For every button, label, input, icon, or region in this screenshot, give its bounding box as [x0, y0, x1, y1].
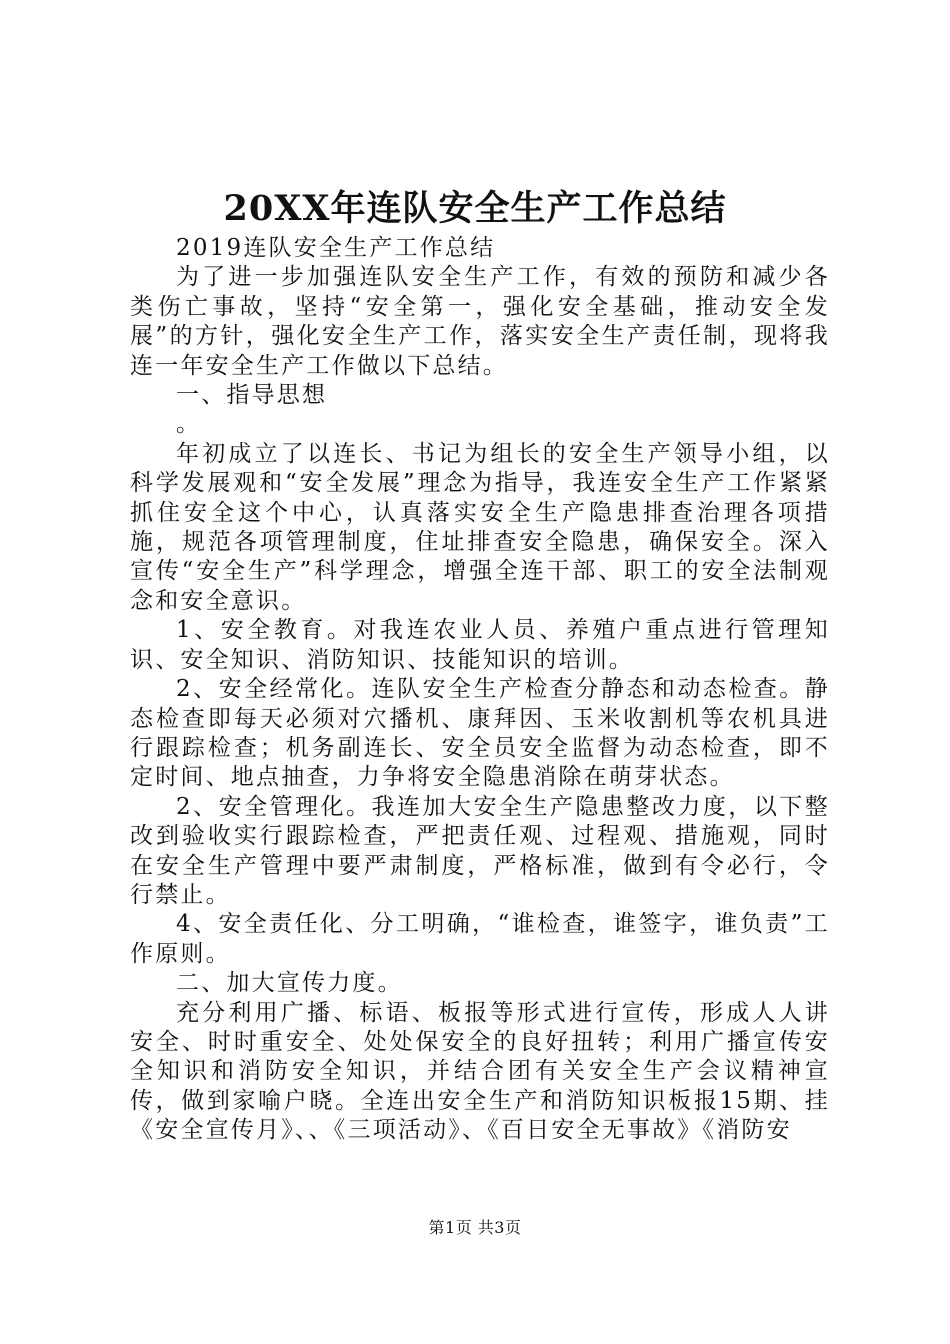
subtitle-paragraph: 2019连队安全生产工作总结 — [176, 235, 496, 261]
safety-routine-paragraph: 2、安全经常化。连队安全生产检查分静态和动态检查。静态检查即每天必须对穴播机、康拜因、玉米收割机等农机具进行跟踪检查；机务副连长、安全员安全监督为动态检查，即不定时间、地点抽查，力争将安全隐患消除在萌芽状态。 — [130, 676, 830, 791]
safety-education-paragraph: 1、安全教育。对我连农业人员、养殖户重点进行管理知识、安全知识、消防知识、技能知识的培训。 — [130, 617, 830, 673]
document-body — [130, 234, 830, 1146]
leadership-group-paragraph: 年初成立了以连长、书记为组长的安全生产领导小组，以科学发展观和“安全发展”理念为指导，我连安全生产工作紧紧抓住安全这个中心，认真落实安全生产隐患排查治理各项措施，规范各项管理制度，住址排查安全隐患，确保安全。深入宣传“安全生产”科学理念，增强全连干部、职工的安全法制观念和安全意识。 — [130, 440, 830, 614]
safety-responsibility-paragraph: 4、安全责任化、分工明确，“谁检查，谁签字，谁负责”工作原则。 — [130, 911, 830, 967]
publicity-paragraph: 充分利用广播、标语、板报等形式进行宣传，形成人人讲安全、时时重安全、处处保安全的良好扭转；利用广播宣传安全知识和消防安全知识，并结合团有关安全生产会议精神宣传，做到家喻户晓。全连出安全生产和消防知识板报15期、挂《安全宣传月》、、《三项活动》、《百日安全无事故》《消防安 — [130, 999, 830, 1144]
safety-management-paragraph: 2、安全管理化。我连加大安全生产隐患整改力度，以下整改到验收实行跟踪检查，严把责任观、过程观、措施观，同时在安全生产管理中要严肃制度，严格标准，做到有令必行，令行禁止。 — [130, 793, 830, 908]
stray-period-paragraph: 。 — [176, 411, 202, 438]
page-number-footer: 第1页 共3页 — [428, 1218, 522, 1237]
intro-paragraph: 为了进一步加强连队安全生产工作，有效的预防和减少各类伤亡事故，坚持“安全第一，强化安全基础，推动安全发展”的方针，强化安全生产工作，落实安全生产责任制，现将我连一年安全生产工作做以下总结。 — [130, 264, 830, 379]
document-title: 20XX年连队安全生产工作总结 — [223, 188, 727, 229]
section-heading-guiding-ideology: 一、指导思想 — [176, 382, 328, 409]
section-heading-publicity: 二、加大宣传力度。 — [176, 970, 403, 997]
